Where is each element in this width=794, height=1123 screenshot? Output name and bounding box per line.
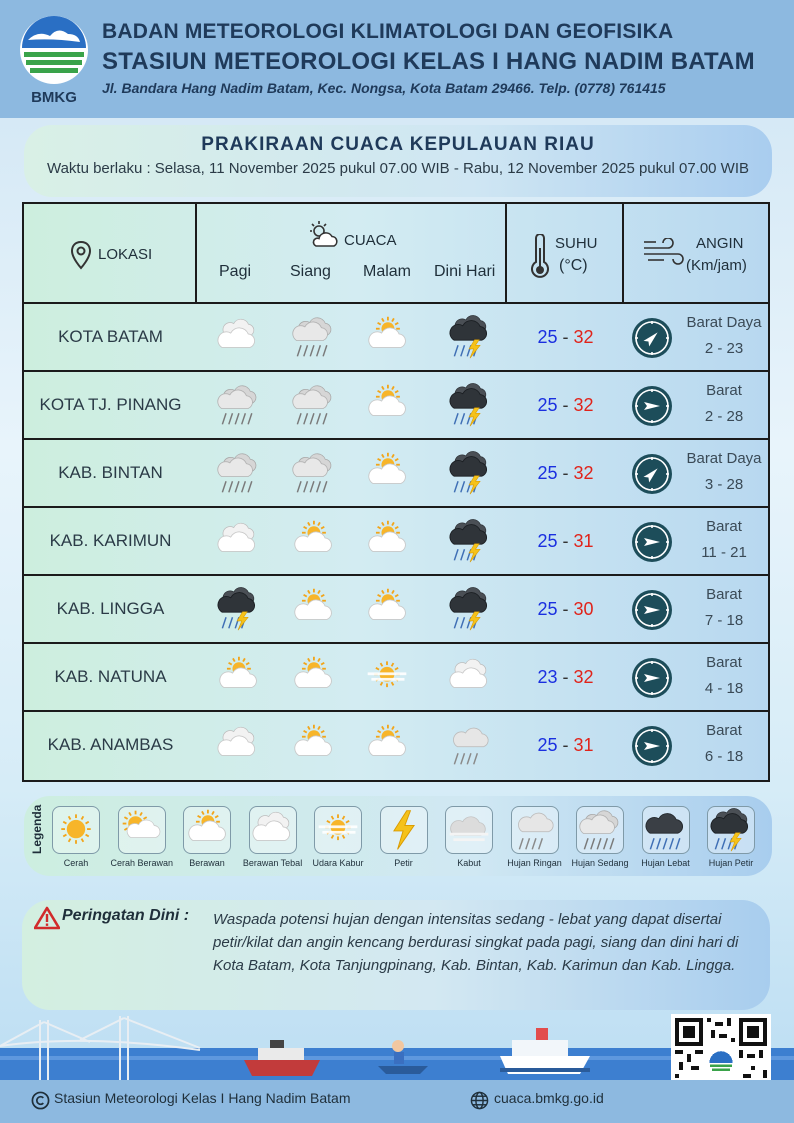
weather-hujan-sedang-icon-pagi (212, 450, 264, 496)
wind-direction: Barat Daya (686, 314, 762, 331)
weather-berawan-tebal-icon-pagi (212, 722, 264, 768)
period-siang: Siang (290, 263, 331, 280)
location-pin-icon (70, 240, 92, 270)
temp-min: 25 (537, 531, 558, 551)
legend-item-cerah (45, 806, 107, 868)
compass-west-icon (631, 385, 673, 427)
weather-berawan-tebal-icon-dini-hari (444, 654, 496, 700)
wind-speed: 2 - 28 (704, 408, 744, 425)
legend-label: Berawan Tebal (242, 858, 303, 868)
berawan-icon (183, 806, 231, 854)
wind-direction: Barat (706, 722, 742, 739)
title-box (24, 125, 772, 197)
legend-label: Kabut (457, 858, 481, 868)
early-warning (22, 900, 770, 1010)
footer (0, 1080, 794, 1123)
compass-west-icon (631, 521, 673, 563)
weather-hujan-petir-icon-dini-hari (444, 314, 496, 360)
weather-berawan-tebal-icon-pagi (212, 314, 264, 360)
warning-icon (34, 906, 60, 930)
temp-min: 25 (537, 395, 558, 415)
wind-icon (642, 238, 686, 268)
legend-label: Cerah Berawan (110, 858, 174, 868)
legend-item-kabut (438, 806, 500, 868)
period-pagi: Pagi (219, 263, 252, 280)
header-location (24, 204, 197, 304)
legend-item-hujan-ringan (504, 806, 566, 868)
wind-direction: Barat (706, 586, 742, 603)
legend-label: Berawan (189, 858, 225, 868)
legend-item-udara-kabur (307, 806, 369, 868)
temperature-range: 25 - 31 (537, 531, 594, 551)
location-name: KAB. KARIMUN (49, 531, 172, 550)
compass-southwest-icon (631, 317, 673, 359)
temperature-range: 23 - 32 (537, 667, 594, 687)
wind-direction: Barat (706, 382, 742, 399)
header-temperature (507, 204, 624, 304)
wind-speed: 7 - 18 (704, 612, 744, 629)
location-name: KAB. LINGGA (56, 599, 165, 618)
page-title: PRAKIRAAN CUACA KEPULAUAN RIAU (201, 134, 595, 155)
berawan-tebal-icon (249, 806, 297, 854)
location-name: KAB. ANAMBAS (47, 735, 174, 754)
weather-hujan-petir-icon-dini-hari (444, 518, 496, 564)
legend-item-hujan-sedang (569, 806, 631, 868)
wind-speed: 4 - 18 (704, 680, 744, 697)
weather-berawan-tebal-icon-pagi (212, 518, 264, 564)
weather-hujan-sedang-icon-siang (287, 450, 339, 496)
org-name-line2: STASIUN METEOROLOGI KELAS I HANG NADIM BATAM (102, 48, 755, 75)
weather-berawan-icon-siang (287, 654, 339, 700)
weather-berawan-icon-malam (361, 450, 413, 496)
temperature-range: 25 - 32 (537, 463, 594, 483)
wind-speed: 3 - 28 (704, 476, 744, 493)
bmkg-logo (18, 14, 90, 106)
legend-item-hujan-lebat (635, 806, 697, 868)
thermometer-icon (529, 234, 551, 280)
weather-label: CUACA (344, 232, 397, 249)
table-row (24, 372, 768, 440)
header-wind (624, 204, 770, 304)
weather-berawan-icon-siang (287, 586, 339, 632)
cerah-icon (52, 806, 100, 854)
legend-label: Udara Kabur (312, 858, 364, 868)
globe-icon (470, 1091, 489, 1110)
table-row (24, 712, 768, 780)
weather-hujan-sedang-icon-pagi (212, 382, 264, 428)
compass-west-icon (631, 657, 673, 699)
legend-label: Hujan Sedang (571, 858, 629, 868)
location-name: KOTA BATAM (58, 327, 163, 346)
legend-label: Cerah (63, 858, 89, 868)
wind-direction: Barat (706, 518, 742, 535)
location-name: KAB. BINTAN (58, 463, 163, 482)
table-row (24, 508, 768, 576)
weather-berawan-icon-malam (361, 314, 413, 360)
weather-berawan-icon-pagi (212, 654, 264, 700)
weather-hujan-petir-icon-pagi (212, 586, 264, 632)
petir-icon (380, 806, 428, 854)
temp-max: 31 (573, 735, 594, 755)
legend-item-berawan (176, 806, 238, 868)
hujan-ringan-icon (511, 806, 559, 854)
weather-berawan-icon-malam (361, 518, 413, 564)
kabut-icon (445, 806, 493, 854)
temp-min: 25 (537, 599, 558, 619)
partly-cloudy-icon (307, 220, 339, 250)
legend (24, 796, 772, 876)
weather-hujan-sedang-icon-siang (287, 382, 339, 428)
footer-website[interactable]: cuaca.bmkg.go.id (494, 1090, 604, 1106)
temp-unit: (°C) (559, 257, 588, 274)
copyright-icon (31, 1091, 50, 1110)
footer-copyright: Stasiun Meteorologi Kelas I Hang Nadim Batam (54, 1090, 351, 1106)
location-name: KAB. NATUNA (54, 667, 167, 686)
svg-text:BMKG: BMKG (31, 89, 77, 106)
udara-kabur-icon (314, 806, 362, 854)
legend-item-cerah-berawan (111, 806, 173, 868)
temperature-range: 25 - 31 (537, 735, 594, 755)
period-dini-hari: Dini Hari (434, 263, 496, 280)
header (0, 0, 794, 118)
temp-min: 25 (537, 463, 558, 483)
compass-west-icon (631, 725, 673, 767)
forecast-table (22, 202, 770, 782)
period-malam: Malam (363, 263, 412, 280)
weather-berawan-icon-siang (287, 722, 339, 768)
temperature-range: 25 - 32 (537, 395, 594, 415)
table-row (24, 304, 768, 372)
wind-speed: 6 - 18 (704, 748, 744, 765)
temp-max: 32 (573, 327, 594, 347)
legend-item-berawan-tebal (242, 806, 304, 868)
compass-southwest-icon (631, 453, 673, 495)
temp-max: 32 (573, 463, 594, 483)
temp-label: SUHU (555, 235, 598, 252)
wind-label: ANGIN (696, 235, 744, 252)
temp-max: 31 (573, 531, 594, 551)
temp-max: 32 (573, 667, 594, 687)
weather-berawan-icon-malam (361, 586, 413, 632)
wind-speed: 2 - 23 (704, 340, 744, 357)
weather-hujan-petir-icon-dini-hari (444, 450, 496, 496)
legend-item-petir (373, 806, 435, 868)
weather-berawan-icon-malam (361, 722, 413, 768)
temp-min: 25 (537, 735, 558, 755)
wind-unit: (Km/jam) (686, 257, 747, 274)
legend-title: Legenda (30, 804, 44, 854)
header-weather (197, 204, 507, 304)
address: Jl. Bandara Hang Nadim Batam, Kec. Nongsa, Kota Batam 29466. Telp. (0778) 761415 (102, 80, 666, 96)
location-name: KOTA TJ. PINANG (39, 395, 182, 414)
legend-label: Hujan Ringan (507, 858, 562, 868)
weather-hujan-petir-icon-dini-hari (444, 382, 496, 428)
temperature-range: 25 - 30 (537, 599, 594, 619)
weather-berawan-icon-siang (287, 518, 339, 564)
hujan-sedang-icon (576, 806, 624, 854)
hujan-lebat-icon (642, 806, 690, 854)
table-row (24, 576, 768, 644)
wind-direction: Barat (706, 654, 742, 671)
weather-hujan-petir-icon-dini-hari (444, 586, 496, 632)
temperature-range: 25 - 32 (537, 327, 594, 347)
temp-min: 23 (537, 667, 558, 687)
wind-direction: Barat Daya (686, 450, 762, 467)
weather-hujan-ringan-icon-dini-hari (444, 722, 496, 768)
legend-item-hujan-petir (700, 806, 762, 868)
temp-max: 32 (573, 395, 594, 415)
location-label: LOKASI (98, 246, 153, 263)
org-name-line1: BADAN METEOROLOGI KLIMATOLOGI DAN GEOFISIKA (102, 20, 674, 43)
weather-hujan-sedang-icon-siang (287, 314, 339, 360)
table-row (24, 440, 768, 508)
temp-min: 25 (537, 327, 558, 347)
wind-speed: 11 - 21 (701, 544, 747, 561)
hujan-petir-icon (707, 806, 755, 854)
legend-label: Hujan Petir (708, 858, 754, 868)
table-row (24, 644, 768, 712)
weather-berawan-icon-malam (361, 382, 413, 428)
validity-period: Waktu berlaku : Selasa, 11 November 2025 pukul 07.00 WIB - Rabu, 12 November 2025 pukul 07.00 WIB (46, 160, 750, 177)
warning-title: Peringatan Dini : (62, 907, 190, 924)
temp-max: 30 (573, 599, 594, 619)
legend-label: Hujan Lebat (641, 858, 690, 868)
legend-label: Petir (394, 858, 413, 868)
weather-udara-kabur-icon-malam (361, 654, 413, 700)
cerah-berawan-icon (118, 806, 166, 854)
compass-west-icon (631, 589, 673, 631)
warning-text: Waspada potensi hujan dengan intensitas sedang - lebat yang dapat disertai petir/kilat dan angin kencang berdurasi singkat pada pagi, siang dan dini hari di Kota Batam, Kota Tanjungpinang, Kab. Bintan, Kab. Karimun dan Kab. Lingga. (213, 911, 739, 974)
